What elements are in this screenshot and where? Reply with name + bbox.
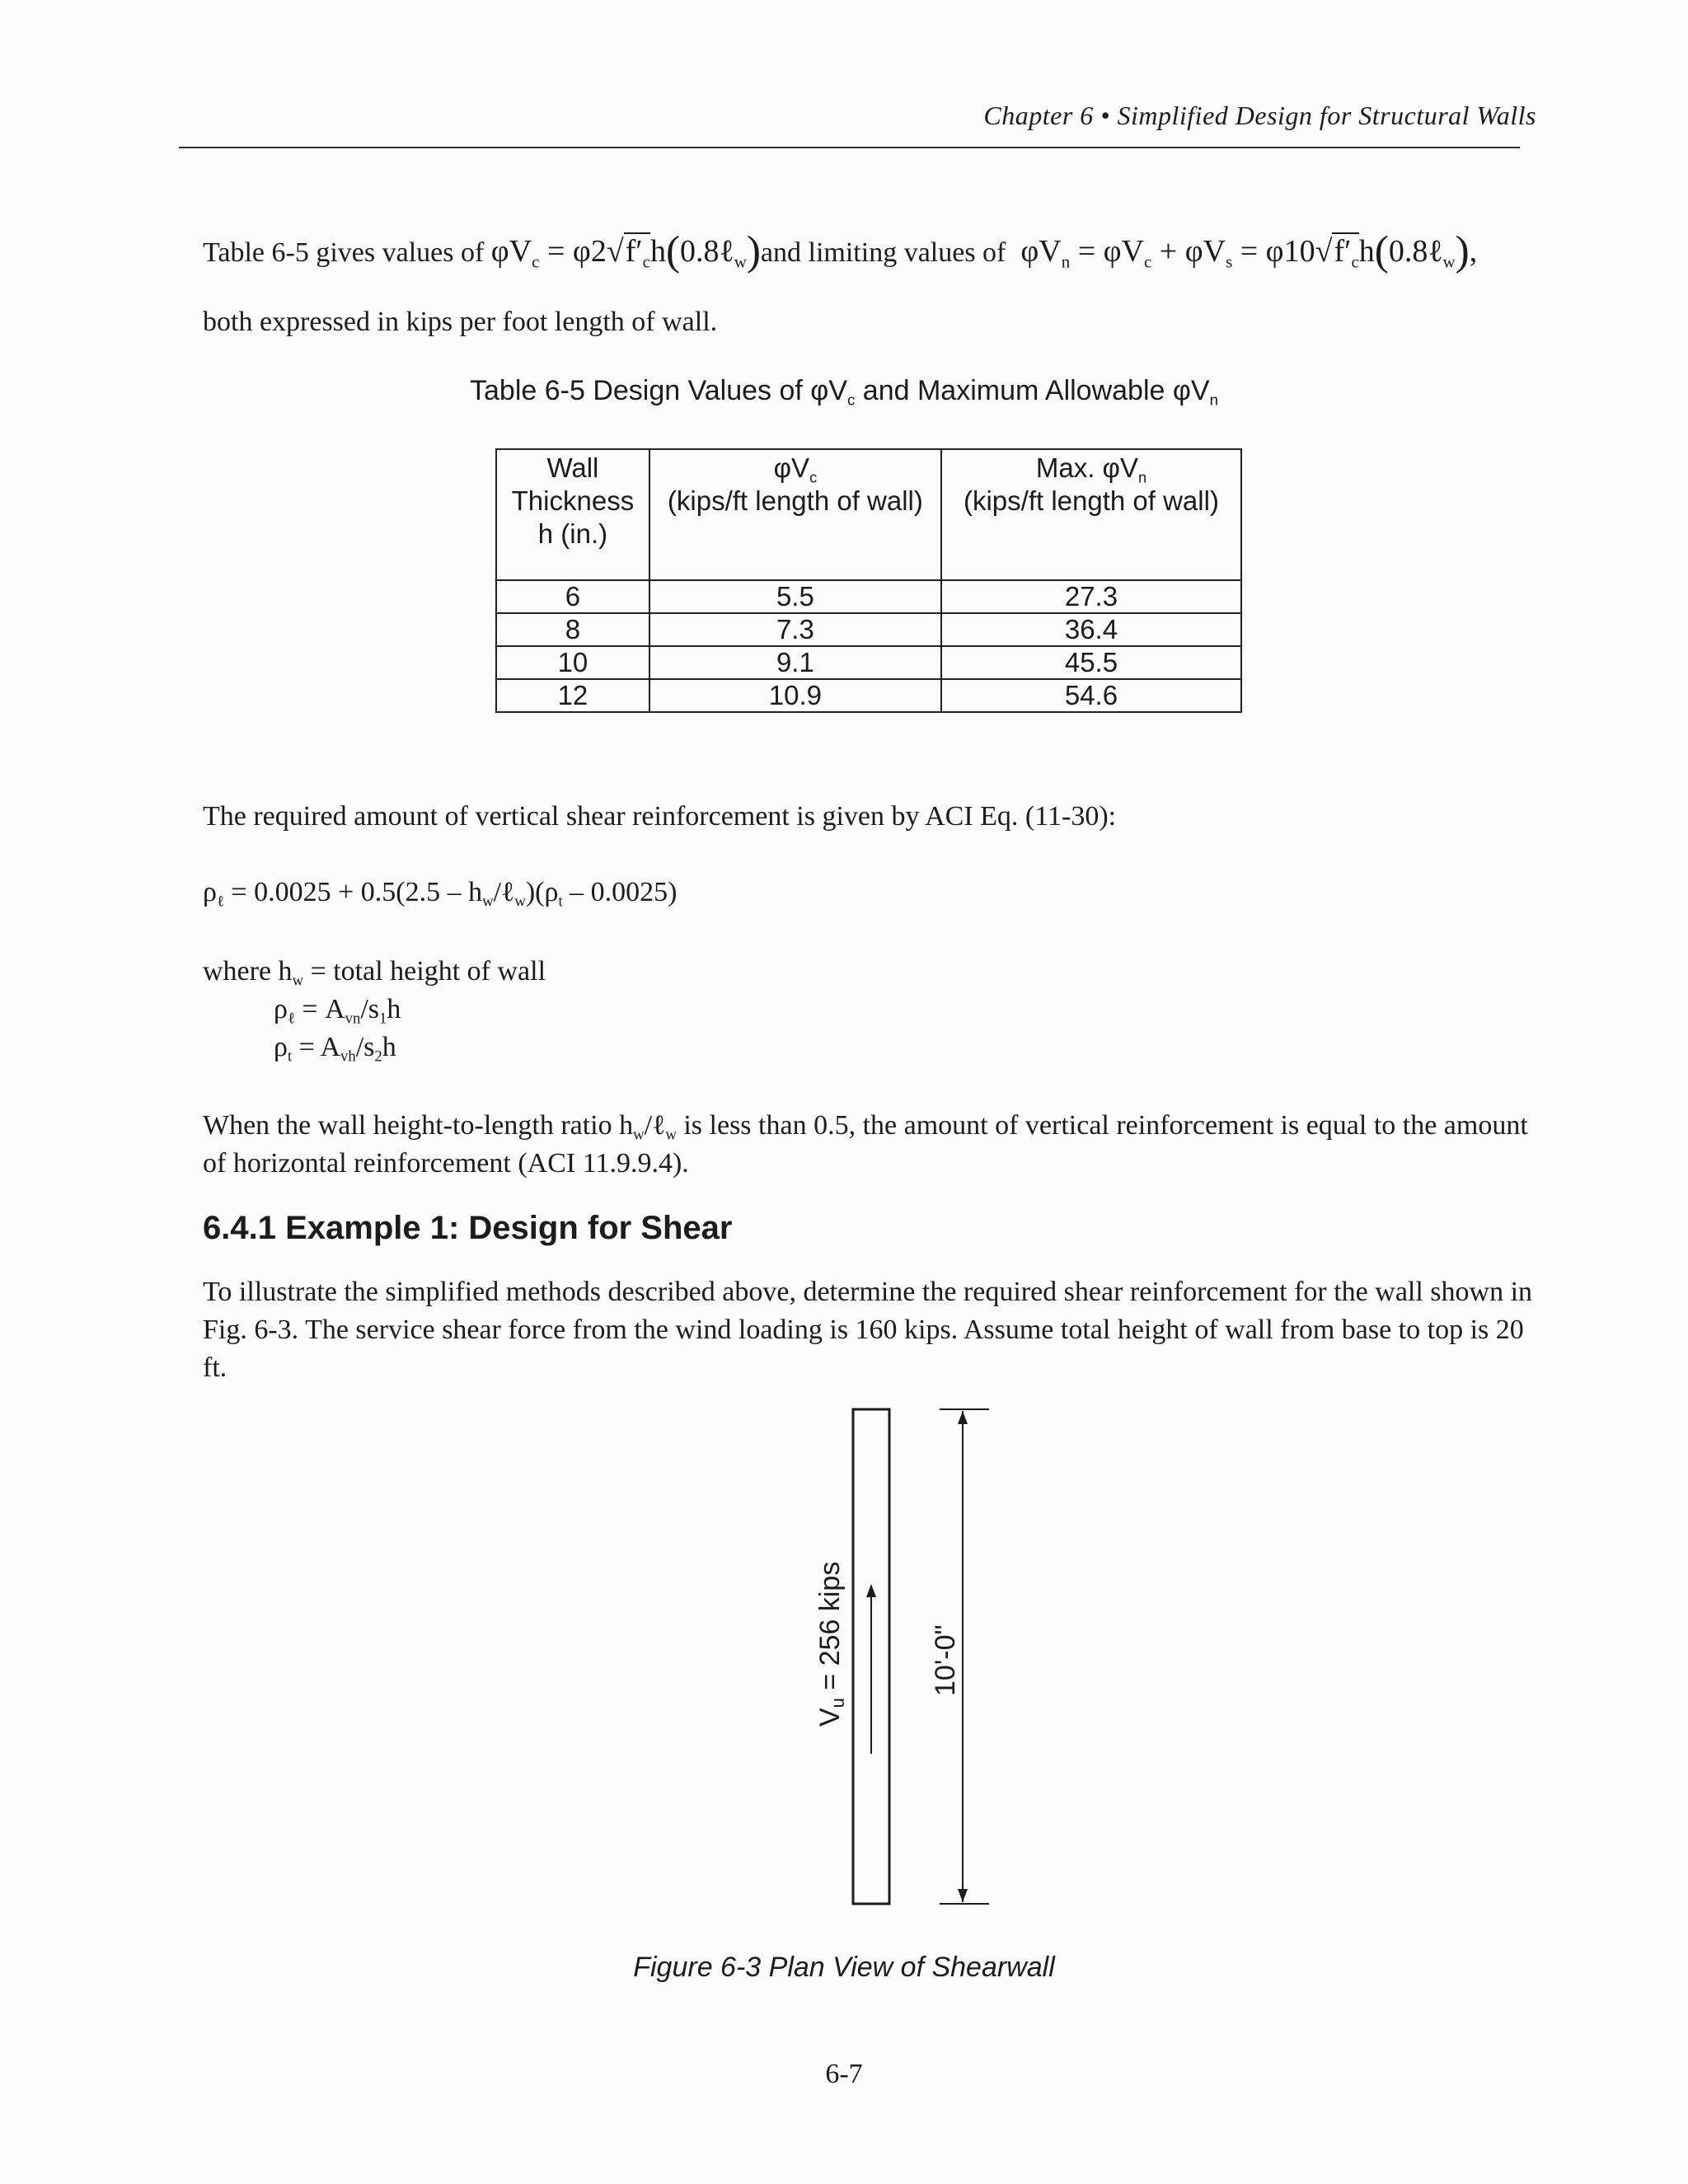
where-line-hw: where $h_w$ = total height of wall — [203, 956, 546, 990]
running-header: Chapter 6 • Simplified Design for Structural Walls — [983, 101, 1536, 130]
where-line-rho-l: $\rho_\ell = A_{vn}/s_1h$ — [274, 994, 401, 1028]
ratio-paragraph: When the wall height-to-length ratio $h_w/\ell_w$ is less than 0.5, the amount of vertical reinforcement is equal to the amount of horizontal reinforcement (ACI 11.9.9.4). — [203, 1110, 1528, 1179]
shear-force-label: Vu = 256 kips — [814, 1561, 848, 1727]
required-paragraph: The required amount of vertical shear reinforcement is given by ACI Eq. (11-30): — [203, 801, 1117, 832]
section-title: 6.4.1 Example 1: Design for Shear — [203, 1210, 733, 1246]
table-row: 6 5.5 27.3 — [496, 580, 1241, 613]
page-number: 6-7 — [825, 2059, 863, 2089]
table-caption: Table 6-5 Design Values of $\varphi V_c$ and Maximum Allowable $\varphi V_n$ — [470, 375, 1218, 409]
dimension-label: 10'-0" — [930, 1624, 961, 1696]
col-header-thickness: Wall Thickness h (in.) — [496, 449, 649, 580]
col-header-phi-vc: $\varphi V_c$ (kips/ft length of wall) — [649, 449, 941, 580]
where-line-rho-t: $\rho_t = A_{vh}/s_2h$ — [274, 1032, 396, 1066]
intro-line-2: both expressed in kips per foot length of wall. — [203, 307, 718, 337]
dim-arrow-bottom — [958, 1889, 968, 1902]
shear-arrow-head — [866, 1584, 876, 1597]
table-row: 12 10.9 54.6 — [496, 679, 1241, 712]
col-header-max-phi-vn: Max. $\varphi V_n$ (kips/ft length of wall) — [941, 449, 1241, 580]
dim-arrow-top — [958, 1411, 968, 1424]
eq-phi-vn: $\varphi V_n = \varphi V_c + \varphi V_s$ = $\varphi 10√f'_ch(0.8\ell_w)$, — [1020, 227, 1478, 275]
rho-equation: $\rho_\ell = 0.0025 + 0.5(2.5$ – $h_w/\ell_w)(\rho_t - 0.0025)$ — [203, 877, 678, 911]
figure-caption: Figure 6-3 Plan View of Shearwall — [633, 1952, 1055, 1983]
table-row: 8 7.3 36.4 — [496, 613, 1241, 646]
intro-line-1: Table 6-5 gives values of $\varphi V_c$ = $\varphi 2√f'_ch(0.8\ell_w)and$ limiting values of $\varphi V_n = \varphi V_c + \varphi V_s$ = $\varphi 10√f'_ch(0.8\ell_w)$, — [203, 227, 1478, 275]
eq-phi-vc: $\varphi V_c$ = $\varphi 2√f'_ch(0.8\ell_w)$ — [490, 227, 761, 275]
example-paragraph: To illustrate the simplified methods described above, determine the required shear reinforcement for the wall shown in Fig. 6-3. The service shear force from the wind loading is 160 kips. Assume total height of wall from base to top is 20 ft. — [203, 1277, 1533, 1383]
table-row: 10 9.1 45.5 — [496, 646, 1241, 679]
